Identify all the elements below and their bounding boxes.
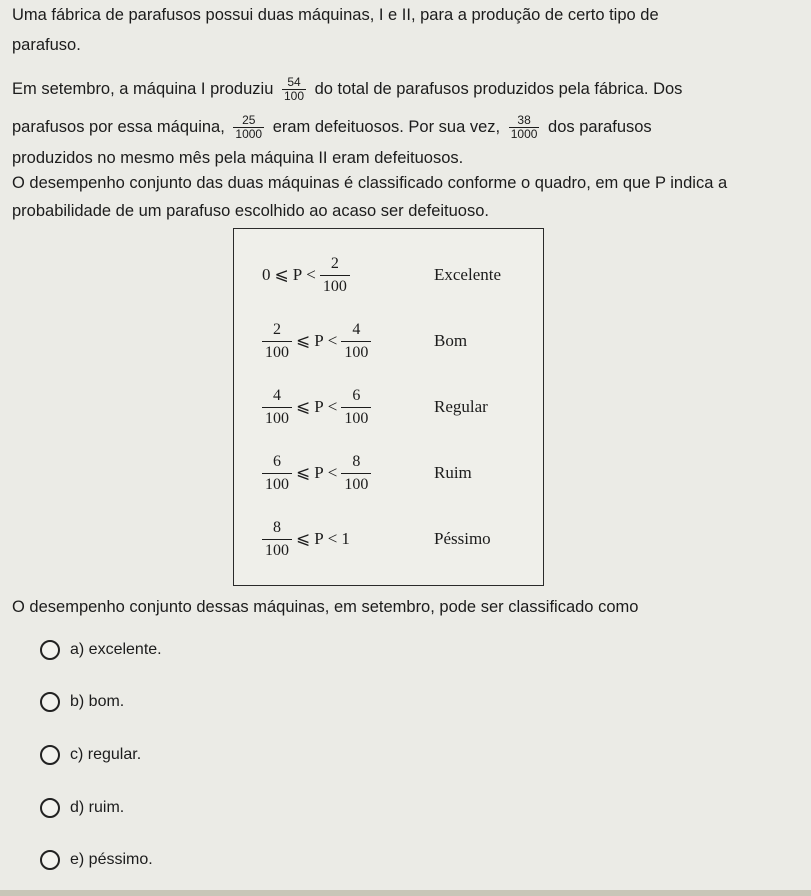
less-than-sign: < [327,397,338,416]
less-or-equal-sign: ⩽ [296,463,311,482]
option-a[interactable] [40,640,162,660]
statement-line-machine-two: produzidos no mesmo mês pela máquina II eram defeituosos. [12,149,464,167]
classification-table [233,228,544,586]
text-segment: eram defeituosos. Por sua vez, [272,117,501,136]
fraction-denominator: 100 [262,539,292,562]
less-than-sign: < [327,331,338,350]
probability-condition [262,509,350,569]
fraction-numerator: 8 [352,452,361,470]
probability-condition [262,443,371,503]
upper-bound-fraction [341,451,371,496]
fraction-numerator: 6 [352,386,361,404]
statement-line-probability: probabilidade de um parafuso escolhido ao acaso ser defeituoso. [12,202,489,220]
rating-label: Excelente [434,265,502,284]
fraction-numerator: 2 [330,254,339,272]
radio-button-a[interactable] [40,640,60,660]
bottom-edge [0,890,811,896]
fraction-54-100 [282,76,306,103]
rating-label: Regular [434,397,488,416]
fraction-38-1000 [509,114,540,141]
fraction-denominator: 100 [262,407,292,430]
less-than-sign: < [306,265,316,284]
fraction-denominator: 100 [320,275,350,298]
fraction-numerator: 25 [242,113,256,127]
lower-bound-fraction [262,451,292,496]
rating-label: Ruim [434,463,472,482]
less-than-sign: < [327,463,338,482]
less-or-equal-sign: ⩽ [296,397,311,416]
less-than-sign: < [327,529,338,548]
lower-bound-fraction [262,385,292,430]
probability-condition [262,377,371,437]
option-c-label: c) regular. [70,746,142,763]
statement-paragraph-defects [12,114,802,141]
option-b-label: b) bom. [70,693,125,710]
probability-variable: P [292,265,303,284]
probability-condition [262,311,371,371]
fraction-numerator: 4 [273,386,281,404]
probability-variable: P [314,463,324,482]
lower-bound-fraction [262,517,292,562]
statement-line-2: parafuso. [12,36,81,54]
text-segment: dos parafusos [548,117,652,136]
fraction-denominator: 100 [341,341,371,364]
fraction-25-1000 [233,114,264,141]
fraction-denominator: 1000 [235,127,263,141]
fraction-numerator: 54 [287,75,301,89]
radio-button-c[interactable] [40,745,60,765]
fraction-numerator: 6 [273,452,281,470]
fraction-numerator: 2 [273,320,281,338]
fraction-denominator: 1000 [510,127,538,141]
probability-condition [262,245,350,305]
less-or-equal-sign: ⩽ [296,529,311,548]
lower-bound-fraction [262,319,292,364]
fraction-denominator: 100 [283,89,305,103]
option-b[interactable] [40,692,124,712]
radio-button-e[interactable] [40,850,60,870]
upper-bound-fraction [320,253,350,298]
option-e-label: e) péssimo. [70,851,153,868]
upper-bound-fraction [341,385,371,430]
option-e[interactable] [40,850,153,870]
probability-variable: P [314,331,324,350]
probability-variable: P [314,397,324,416]
text-segment: parafusos por essa máquina, [12,117,225,136]
less-or-equal-sign: ⩽ [296,331,311,350]
statement-paragraph-machine-one [12,76,802,103]
question-text: O desempenho conjunto dessas máquinas, em setembro, pode ser classificado como [12,598,639,616]
statement-line-classification: O desempenho conjunto das duas máquinas é classificado conforme o quadro, em que P indica a [12,174,728,192]
text-segment: do total de parafusos produzidos pela fábrica. Dos [314,79,683,98]
fraction-numerator: 8 [273,518,281,536]
lower-bound: 0 [262,265,271,284]
rating-label: Péssimo [434,529,491,548]
upper-bound: 1 [341,529,350,548]
fraction-denominator: 100 [341,473,371,496]
option-d-label: d) ruim. [70,799,125,816]
upper-bound-fraction [341,319,371,364]
less-or-equal-sign: ⩽ [274,265,289,284]
fraction-numerator: 38 [517,113,531,127]
probability-variable: P [314,529,324,548]
fraction-denominator: 100 [341,407,371,430]
statement-line-1: Uma fábrica de parafusos possui duas máquinas, I e II, para a produção de certo tipo de [12,6,659,24]
option-d[interactable] [40,798,124,818]
fraction-denominator: 100 [262,473,292,496]
radio-button-d[interactable] [40,798,60,818]
option-c[interactable] [40,745,141,765]
radio-button-b[interactable] [40,692,60,712]
option-a-label: a) excelente. [70,641,162,658]
fraction-numerator: 4 [352,320,361,338]
rating-label: Bom [434,331,468,350]
fraction-denominator: 100 [262,341,292,364]
text-segment: Em setembro, a máquina I produziu [12,79,274,98]
